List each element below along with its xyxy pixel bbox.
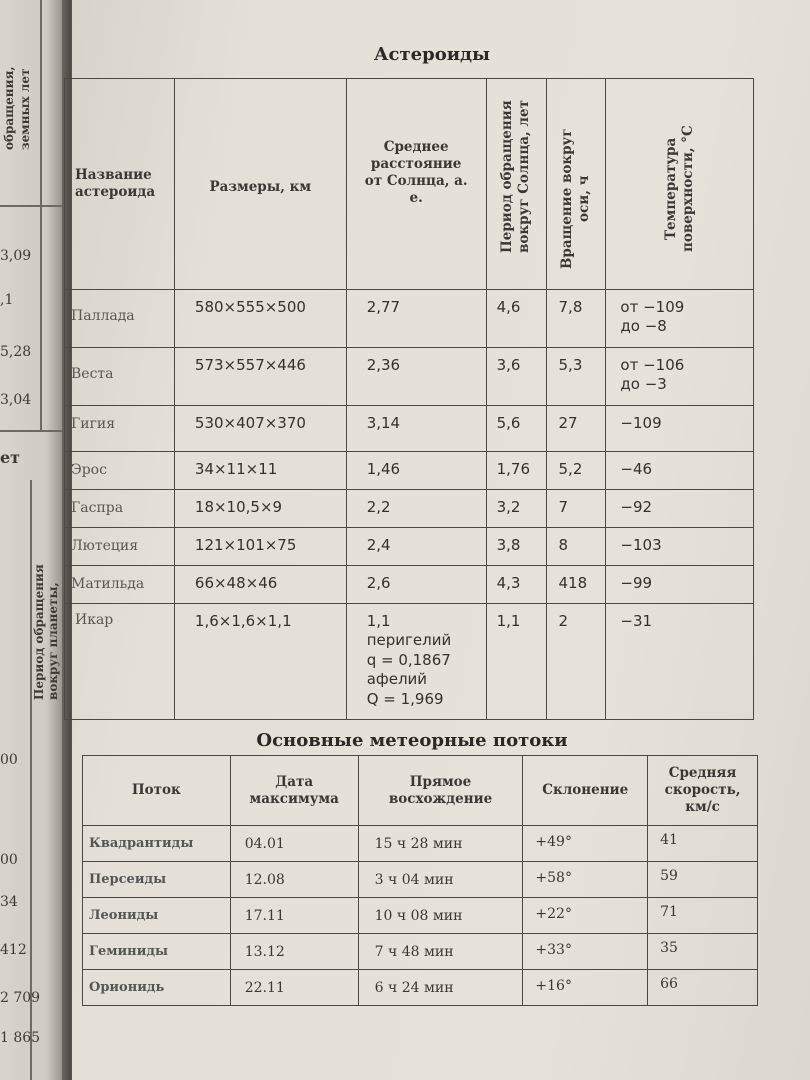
asteroid-temperature: −31 [606,603,754,719]
asteroid-temperature [606,565,754,603]
adjacent-number: 00 [0,852,18,868]
stream-speed: 71 [648,898,758,934]
adjacent-number: 2 709 [0,990,41,1006]
asteroid-distance: 2,6 [346,565,486,603]
asteroid-rotation: 7,8 [546,289,606,347]
asteroid-rotation: 2 [546,603,606,719]
table-row [65,405,754,451]
asteroid-rotation: 5,2 [546,451,606,489]
header-dec: Склонение [523,756,648,826]
asteroid-size: 66×48×46 [174,565,346,603]
table-row [65,527,754,565]
asteroid-name: Эрос [65,451,175,489]
stream-dec: +33° [523,934,648,970]
distance-line: Q = 1,969 [366,689,444,708]
temperature-line: до −3 [620,375,667,394]
stream-date: 12.08 [230,862,358,898]
header-date: Дата максимума [230,756,358,826]
header-period-cell [486,79,546,290]
stream-speed: 41 [648,826,758,862]
stream-name: Квадрантиды [83,826,231,862]
adjacent-number: 3,04 [0,392,32,408]
adjacent-number: 5,28 [0,344,32,360]
adjacent-rule [0,205,66,207]
temperature-line: −99 [620,573,653,592]
header-distance: Среднее расстояние от Солнца, а. е. [346,79,486,290]
asteroid-period: 1,1 [486,603,546,719]
adjacent-page [0,0,66,1080]
stream-date: 22.11 [230,970,358,1006]
asteroid-temperature [606,527,754,565]
header-size: Размеры, км [174,79,346,290]
asteroid-name: Гигия [65,405,175,451]
adjacent-number: 00 [0,752,18,768]
meteors-title: Основные метеорные потоки [256,730,568,751]
distance-line: 1,1 [366,611,391,630]
stream-ra: 10 ч 08 мин [358,898,523,934]
asteroid-name: Икар [65,603,175,719]
stream-name: Персеиды [83,862,231,898]
header-period: Период обращения вокруг Солнца, лет [499,100,533,253]
table-row [65,347,754,405]
temperature-line: −46 [620,459,653,478]
asteroid-name: Лютеция [65,527,175,565]
asteroid-rotation: 7 [546,489,606,527]
stream-dec: +49° [523,826,648,862]
adjacent-number: 3,09 [0,248,32,264]
asteroid-name: Веста [65,347,175,405]
asteroid-distance: 2,77 [346,289,486,347]
stream-ra: 3 ч 04 мин [358,862,523,898]
asteroid-rotation: 8 [546,527,606,565]
asteroid-period: 4,3 [486,565,546,603]
asteroid-rotation: 27 [546,405,606,451]
table-row [83,934,758,970]
asteroid-period: 4,6 [486,289,546,347]
table-row [65,289,754,347]
stream-dec: +16° [523,970,648,1006]
temperature-line: от −109 [620,297,685,316]
asteroid-rotation: 5,3 [546,347,606,405]
asteroid-size: 530×407×370 [174,405,346,451]
asteroid-period: 1,76 [486,451,546,489]
stream-ra: 7 ч 48 мин [358,934,523,970]
stream-ra: 6 ч 24 мин [358,970,523,1006]
stream-speed: 59 [648,862,758,898]
asteroid-size: 34×11×11 [174,451,346,489]
adjacent-rule [0,430,66,432]
asteroid-distance: 3,14 [346,405,486,451]
stream-name: Геминиды [83,934,231,970]
asteroid-size: 18×10,5×9 [174,489,346,527]
table-row [65,451,754,489]
asteroid-temperature [606,347,754,405]
distance-line: афелий [366,670,428,689]
asteroid-period: 3,2 [486,489,546,527]
stream-name: Леониды [83,898,231,934]
distance-line: q = 0,1867 [366,650,451,669]
header-rotation-cell [546,79,606,290]
asteroid-size: 573×557×446 [174,347,346,405]
temperature-line: −103 [620,535,662,554]
table-row [65,565,754,603]
stream-ra: 15 ч 28 мин [358,826,523,862]
header-temperature: Температура поверхности, °С [662,125,696,253]
asteroid-temperature [606,405,754,451]
asteroid-name: Матильда [65,565,175,603]
stream-dec: +22° [523,898,648,934]
asteroid-distance: 2,2 [346,489,486,527]
distance-line: перигелий [366,631,452,650]
adjacent-header: обращения, [2,66,16,150]
asteroid-size: 580×555×500 [174,289,346,347]
temperature-line: −92 [620,497,653,516]
header-speed: Средняя скорость, км/с [648,756,758,826]
adjacent-header: Период обращения [32,564,46,700]
adjacent-number: 412 [0,942,27,958]
asteroid-temperature [606,489,754,527]
asteroid-size: 121×101×75 [174,527,346,565]
asteroid-name: Паллада [65,289,175,347]
stream-dec: +58° [523,862,648,898]
adjacent-number: ,1 [0,292,14,308]
temperature-line: до −8 [620,317,667,336]
header-stream: Поток [83,756,231,826]
table-row [65,603,754,719]
asteroid-distance: 1,46 [346,451,486,489]
meteors-table [82,755,758,1006]
asteroid-name: Гаспра [65,489,175,527]
header-rotation: Вращение вокруг оси, ч [559,128,592,270]
temperature-line: −109 [620,413,662,432]
stream-date: 13.12 [230,934,358,970]
adjacent-header: вокруг планеты, [46,582,60,700]
stream-speed: 66 [648,970,758,1006]
temperature-line: от −106 [620,355,685,374]
table-row [83,970,758,1006]
table-row [65,489,754,527]
asteroid-period: 3,6 [486,347,546,405]
asteroid-size: 1,6×1,6×1,1 [174,603,346,719]
table-row [83,826,758,862]
stream-speed: 35 [648,934,758,970]
asteroid-temperature [606,289,754,347]
book-page [72,0,810,1080]
adjacent-rule [40,0,42,430]
asteroid-distance [346,603,486,719]
header-name: Название астероида [65,79,175,290]
adjacent-number: 34 [0,894,18,910]
adjacent-label: ет [0,448,21,467]
header-temperature-cell [606,79,754,290]
asteroid-distance: 2,4 [346,527,486,565]
adjacent-header: земных лет [18,68,32,150]
stream-name: Орионидь [83,970,231,1006]
table-row [83,898,758,934]
asteroid-distance: 2,36 [346,347,486,405]
asteroid-period: 5,6 [486,405,546,451]
table-row [83,862,758,898]
stream-date: 17.11 [230,898,358,934]
adjacent-number: 1 865 [0,1030,41,1046]
stream-date: 04.01 [230,826,358,862]
asteroids-table [64,78,754,720]
asteroid-rotation: 418 [546,565,606,603]
asteroid-temperature [606,451,754,489]
asteroids-title: Астероиды [373,44,491,65]
header-ra: Прямое восхождение [358,756,523,826]
asteroid-period: 3,8 [486,527,546,565]
